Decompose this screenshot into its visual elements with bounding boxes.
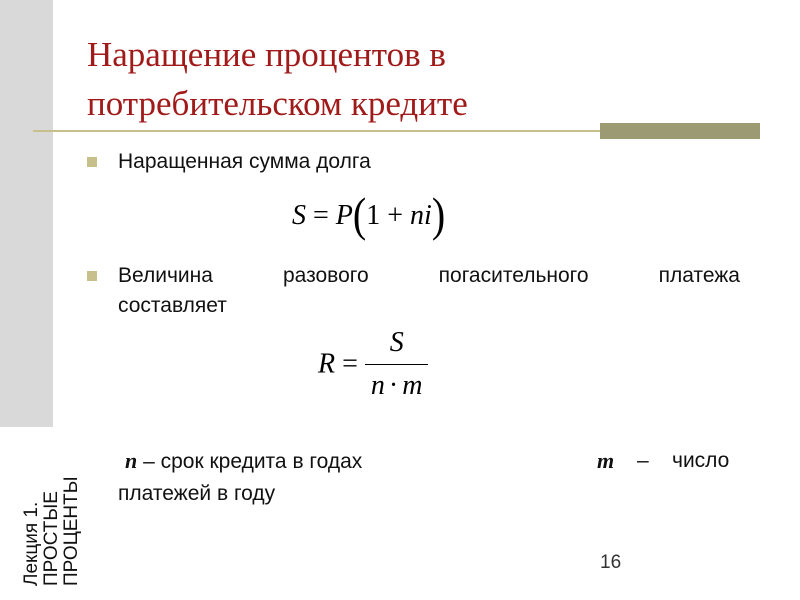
bullet-square-icon bbox=[87, 271, 97, 281]
formula-numerator: S bbox=[365, 326, 429, 365]
formula-var-n: n bbox=[370, 370, 385, 401]
formula-equals: = bbox=[313, 200, 329, 231]
bullet-square-icon bbox=[87, 157, 97, 167]
bullet-text-payment-line1: Величина разового погасительного платежа bbox=[118, 264, 740, 287]
formula-var-R: R bbox=[318, 348, 336, 380]
slide-title bbox=[87, 30, 687, 128]
formula-dot: · bbox=[388, 370, 399, 401]
note-n-text: – срок кредита в годах bbox=[137, 450, 363, 473]
bullet-text-payment-line2: составляет bbox=[118, 294, 227, 317]
note-m-symbol: m bbox=[597, 448, 615, 473]
title-line-1: Наращение процентов в bbox=[87, 35, 446, 74]
note-n-symbol: n bbox=[125, 448, 138, 473]
note-m-word: число bbox=[672, 449, 730, 472]
title-line-2: потребительском кредите bbox=[87, 84, 468, 123]
note-m-dash: – bbox=[637, 449, 649, 472]
side-label-line-3: ПРОЦЕНТЫ bbox=[61, 476, 82, 586]
formula-plus: + bbox=[387, 200, 404, 231]
bullet-text-accrued-amount: Наращенная сумма долга bbox=[118, 150, 371, 173]
formula-accrued-sum bbox=[292, 187, 446, 242]
title-divider bbox=[33, 130, 600, 132]
formula-payment bbox=[318, 326, 428, 403]
formula-open-paren: ( bbox=[352, 187, 367, 242]
side-label-line-1: Лекция 1. bbox=[21, 501, 42, 586]
formula-var-P: P bbox=[335, 200, 353, 231]
side-label-line-2: ПРОСТЫЕ bbox=[41, 491, 62, 586]
formula-var-S: S bbox=[292, 200, 306, 231]
formula-close-paren: ) bbox=[431, 187, 446, 242]
lecture-side-label bbox=[22, 476, 82, 586]
side-strip bbox=[0, 0, 53, 427]
formula-var-ni: ni bbox=[410, 200, 432, 231]
note-n-definition bbox=[125, 446, 362, 477]
formula-fraction bbox=[365, 326, 429, 403]
formula-equals: = bbox=[342, 348, 358, 380]
formula-denominator bbox=[365, 365, 429, 403]
title-divider-accent bbox=[600, 123, 760, 139]
formula-var-m: m bbox=[402, 370, 423, 401]
note-m-definition-line2: платежей в году bbox=[118, 482, 276, 505]
formula-one: 1 bbox=[366, 200, 381, 231]
page-number: 16 bbox=[600, 552, 622, 573]
